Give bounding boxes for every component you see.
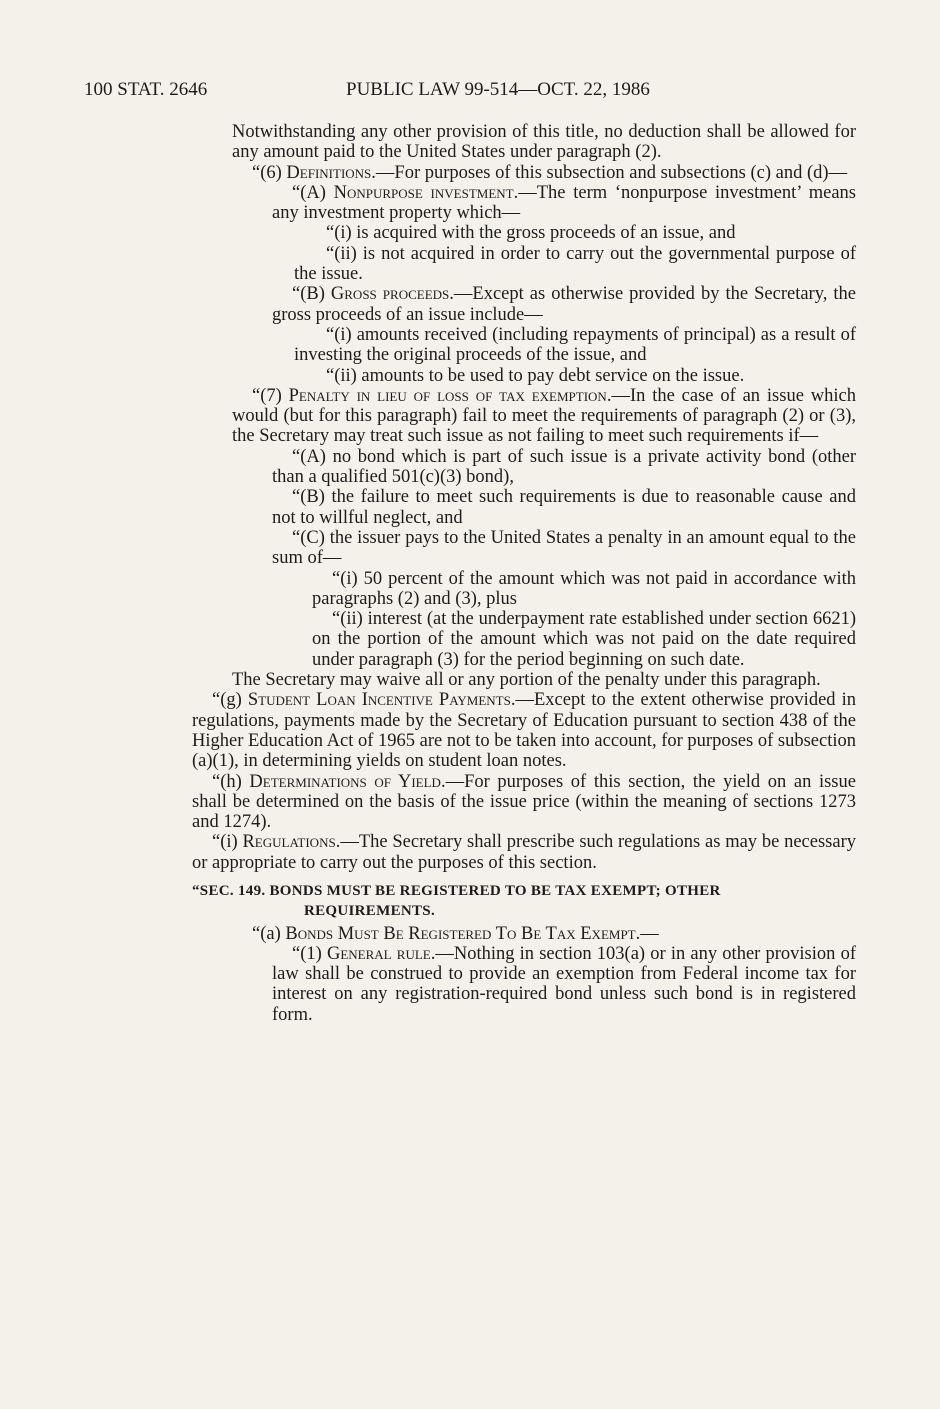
paragraph-text: .—For purposes of this subsection and subsections (c) and (d)— — [371, 162, 848, 183]
paragraph-heading: Regulations — [242, 832, 336, 853]
subsection-g — [192, 690, 856, 771]
paragraph-heading: Gross proceeds — [330, 284, 450, 305]
clause-ii-debt-service: “(ii) amounts to be used to pay debt service on the issue. — [326, 365, 745, 386]
paragraph-lead: “(h) — [212, 771, 250, 792]
subsection-h — [192, 772, 856, 833]
paragraph-general-rule — [232, 944, 856, 1025]
paragraph-heading: Definitions — [286, 162, 372, 183]
section-heading-line-1: “SEC. 149. BONDS MUST BE REGISTERED TO BE TAX EXEMPT; OTHER — [192, 882, 721, 899]
law-title: PUBLIC LAW 99-514—OCT. 22, 1986 — [346, 79, 650, 100]
clause-i-50-percent: “(i) 50 percent of the amount which was not paid in accordance with paragraphs (2) and (3), plus — [312, 568, 856, 609]
paragraph-lead: “(B) — [292, 284, 331, 305]
clause-i-amounts-received: “(i) amounts received (including repayments of principal) as a result of investing the original proceeds of the issue, and — [294, 324, 856, 366]
clause-c-issuer-pays: “(C) the issuer pays to the United States a penalty in an amount equal to the sum of— — [272, 527, 856, 569]
section-heading-line-2: REQUIREMENTS. — [304, 903, 436, 920]
subsection-a — [232, 924, 856, 944]
paragraph-heading: Determinations of Yield — [249, 771, 441, 792]
clause-ii-not-acquired: “(ii) is not acquired in order to carry out the governmental purpose of the issue. — [294, 243, 856, 285]
paragraph-lead: “(A) — [292, 182, 334, 203]
paragraph-1: Notwithstanding any other provision of this title, no deduction shall be allowed for any amount paid to the United States under paragraph (2). — [232, 122, 856, 163]
paragraph-waive: The Secretary may waive all or any portion of the penalty under this paragraph. — [232, 670, 821, 691]
paragraph-lead: “(6) — [252, 162, 287, 183]
paragraph-lead: “(i) — [212, 832, 243, 853]
paragraph-penalty — [232, 386, 856, 447]
page-header — [84, 79, 864, 105]
paragraph-heading: Penalty in lieu of loss of tax exemption — [288, 385, 607, 406]
paragraph-text: .—In the case of an issue which would (but for this paragraph) fail to meet the requirements of paragraph (2) or (3), the Secretary may treat such issue as not failing to meet such requirements if— — [232, 385, 856, 447]
paragraph-text: .—The Secretary shall prescribe such regulations as may be necessary or appropriate to carry out the purposes of this section. — [192, 832, 856, 873]
paragraph-text: .—For purposes of this section, the yield on an issue shall be determined on the basis of the issue price (within the meaning of sections 1273 and 1274). — [192, 771, 856, 833]
paragraph-heading: Nonpurpose investment — [333, 182, 514, 203]
paragraph-lead: “(1) — [292, 943, 327, 964]
paragraph-nonpurpose-investment — [232, 183, 856, 224]
clause-ii-interest: “(ii) interest (at the underpayment rate established under section 6621) on the portion of the amount which was not paid on the date required under paragraph (3) for the period beginning on such date. — [312, 609, 856, 670]
paragraph-heading: Student Loan Incentive Payments — [247, 690, 511, 711]
paragraph-definitions — [232, 163, 856, 183]
paragraph-gross-proceeds — [232, 284, 856, 325]
paragraph-heading: Bonds Must Be Registered To Be Tax Exempt — [285, 923, 636, 944]
paragraph-text: .—Except as otherwise provided by the Secretary, the gross proceeds of an issue include— — [272, 284, 857, 325]
paragraph-text: .—Except to the extent otherwise provided in regulations, payments made by the Secretary of Education pursuant to section 438 of the Higher Education Act of 1965 are not to be taken into account, for purposes of subsection (a)(1), in determining yields on student loan notes. — [192, 690, 856, 772]
paragraph-lead: “(7) — [252, 385, 289, 406]
paragraph-heading: General rule — [326, 943, 431, 964]
document-body — [192, 122, 857, 1025]
paragraph-lead: “(a) — [252, 923, 286, 944]
paragraph-text: .—Nothing in section 103(a) or in any other provision of law shall be construed to provide an exemption from Federal income tax for interest on any registration-required bond unless such bond is in registered form. — [272, 943, 856, 1025]
clause-a-no-bond: “(A) no bond which is part of such issue is a private activity bond (other than a qualified 501(c)(3) bond), — [272, 446, 856, 488]
clause-b-failure: “(B) the failure to meet such requirements is due to reasonable cause and not to willful neglect, and — [272, 487, 856, 528]
paragraph-text: .— — [635, 923, 659, 944]
stat-page-number: 100 STAT. 2646 — [84, 79, 208, 100]
subsection-i — [192, 832, 856, 873]
clause-i-acquired: “(i) is acquired with the gross proceeds of an issue, and — [326, 223, 736, 244]
section-149-heading — [192, 881, 856, 922]
paragraph-lead: “(g) — [212, 690, 248, 711]
paragraph-text: .—The term ‘nonpurpose investment’ means any investment property which— — [272, 182, 856, 224]
